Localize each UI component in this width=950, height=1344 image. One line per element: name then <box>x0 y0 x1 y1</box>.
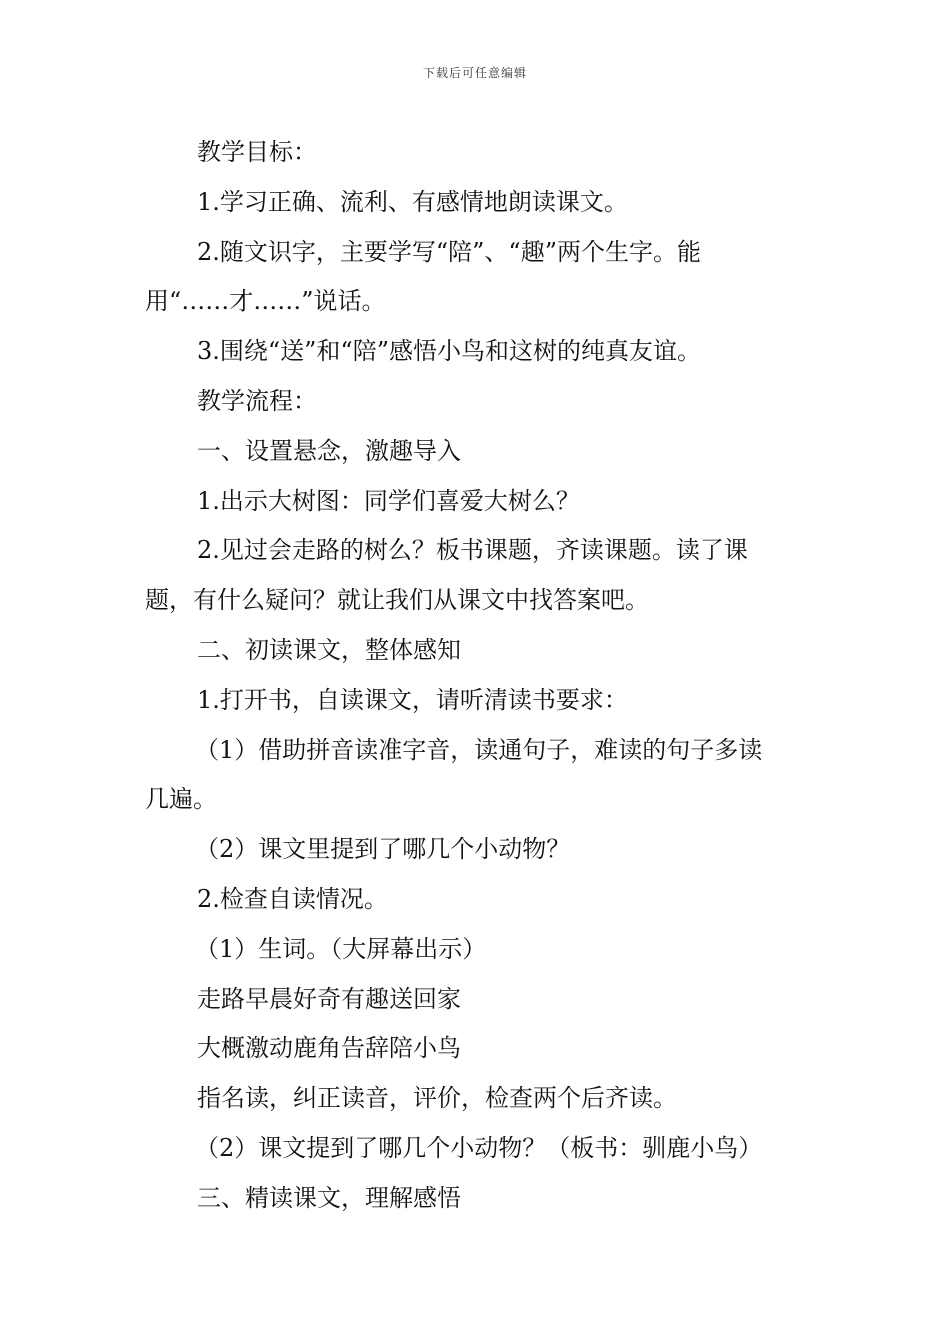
vocabulary-line: 走路早晨好奇有趣送回家 <box>197 984 461 1013</box>
paragraph-continuation: 几遍。 <box>145 785 217 814</box>
section-heading: 一、设置悬念，激趣导入 <box>197 436 461 465</box>
section-heading-objectives: 教学目标： <box>197 138 317 166</box>
paragraph: 2.见过会走路的树么？板书课题，齐读课题。读了课 <box>197 536 748 565</box>
paragraph: 1.出示大树图：同学们喜爱大树么？ <box>197 486 580 515</box>
paragraph: （1）生词。（大屏幕出示） <box>195 934 487 963</box>
paragraph: 指名读，纠正读音，评价，检查两个后齐读。 <box>197 1084 677 1113</box>
paragraph: 2.检查自读情况。 <box>197 884 388 913</box>
vocabulary-line: 大概激动鹿角告辞陪小鸟 <box>197 1034 461 1063</box>
paragraph: 2.随文识字，主要学写“陪”、“趣”两个生字。能 <box>197 237 701 266</box>
page-header: 下载后可任意编辑 <box>422 66 527 80</box>
paragraph: （1）借助拼音读准字音，读通句子，难读的句子多读 <box>195 735 763 764</box>
section-heading: 三、精读课文，理解感悟 <box>197 1183 461 1212</box>
paragraph: （2）课文提到了哪几个小动物？（板书：驯鹿小鸟） <box>195 1133 763 1162</box>
paragraph-continuation: 用“……才……”说话。 <box>145 287 386 316</box>
paragraph-continuation: 题，有什么疑问？就让我们从课文中找答案吧。 <box>145 586 649 615</box>
paragraph: （2）课文里提到了哪几个小动物？ <box>195 835 571 864</box>
section-heading-process: 教学流程： <box>197 386 317 415</box>
section-heading: 二、初读课文，整体感知 <box>197 635 461 664</box>
paragraph: 1.学习正确、流利、有感情地朗读课文。 <box>197 187 628 216</box>
paragraph: 1.打开书，自读课文，请听清读书要求： <box>197 685 628 714</box>
document-body <box>145 128 807 1224</box>
paragraph: 3.围绕“送”和“陪”感悟小鸟和这树的纯真友谊。 <box>197 337 701 366</box>
